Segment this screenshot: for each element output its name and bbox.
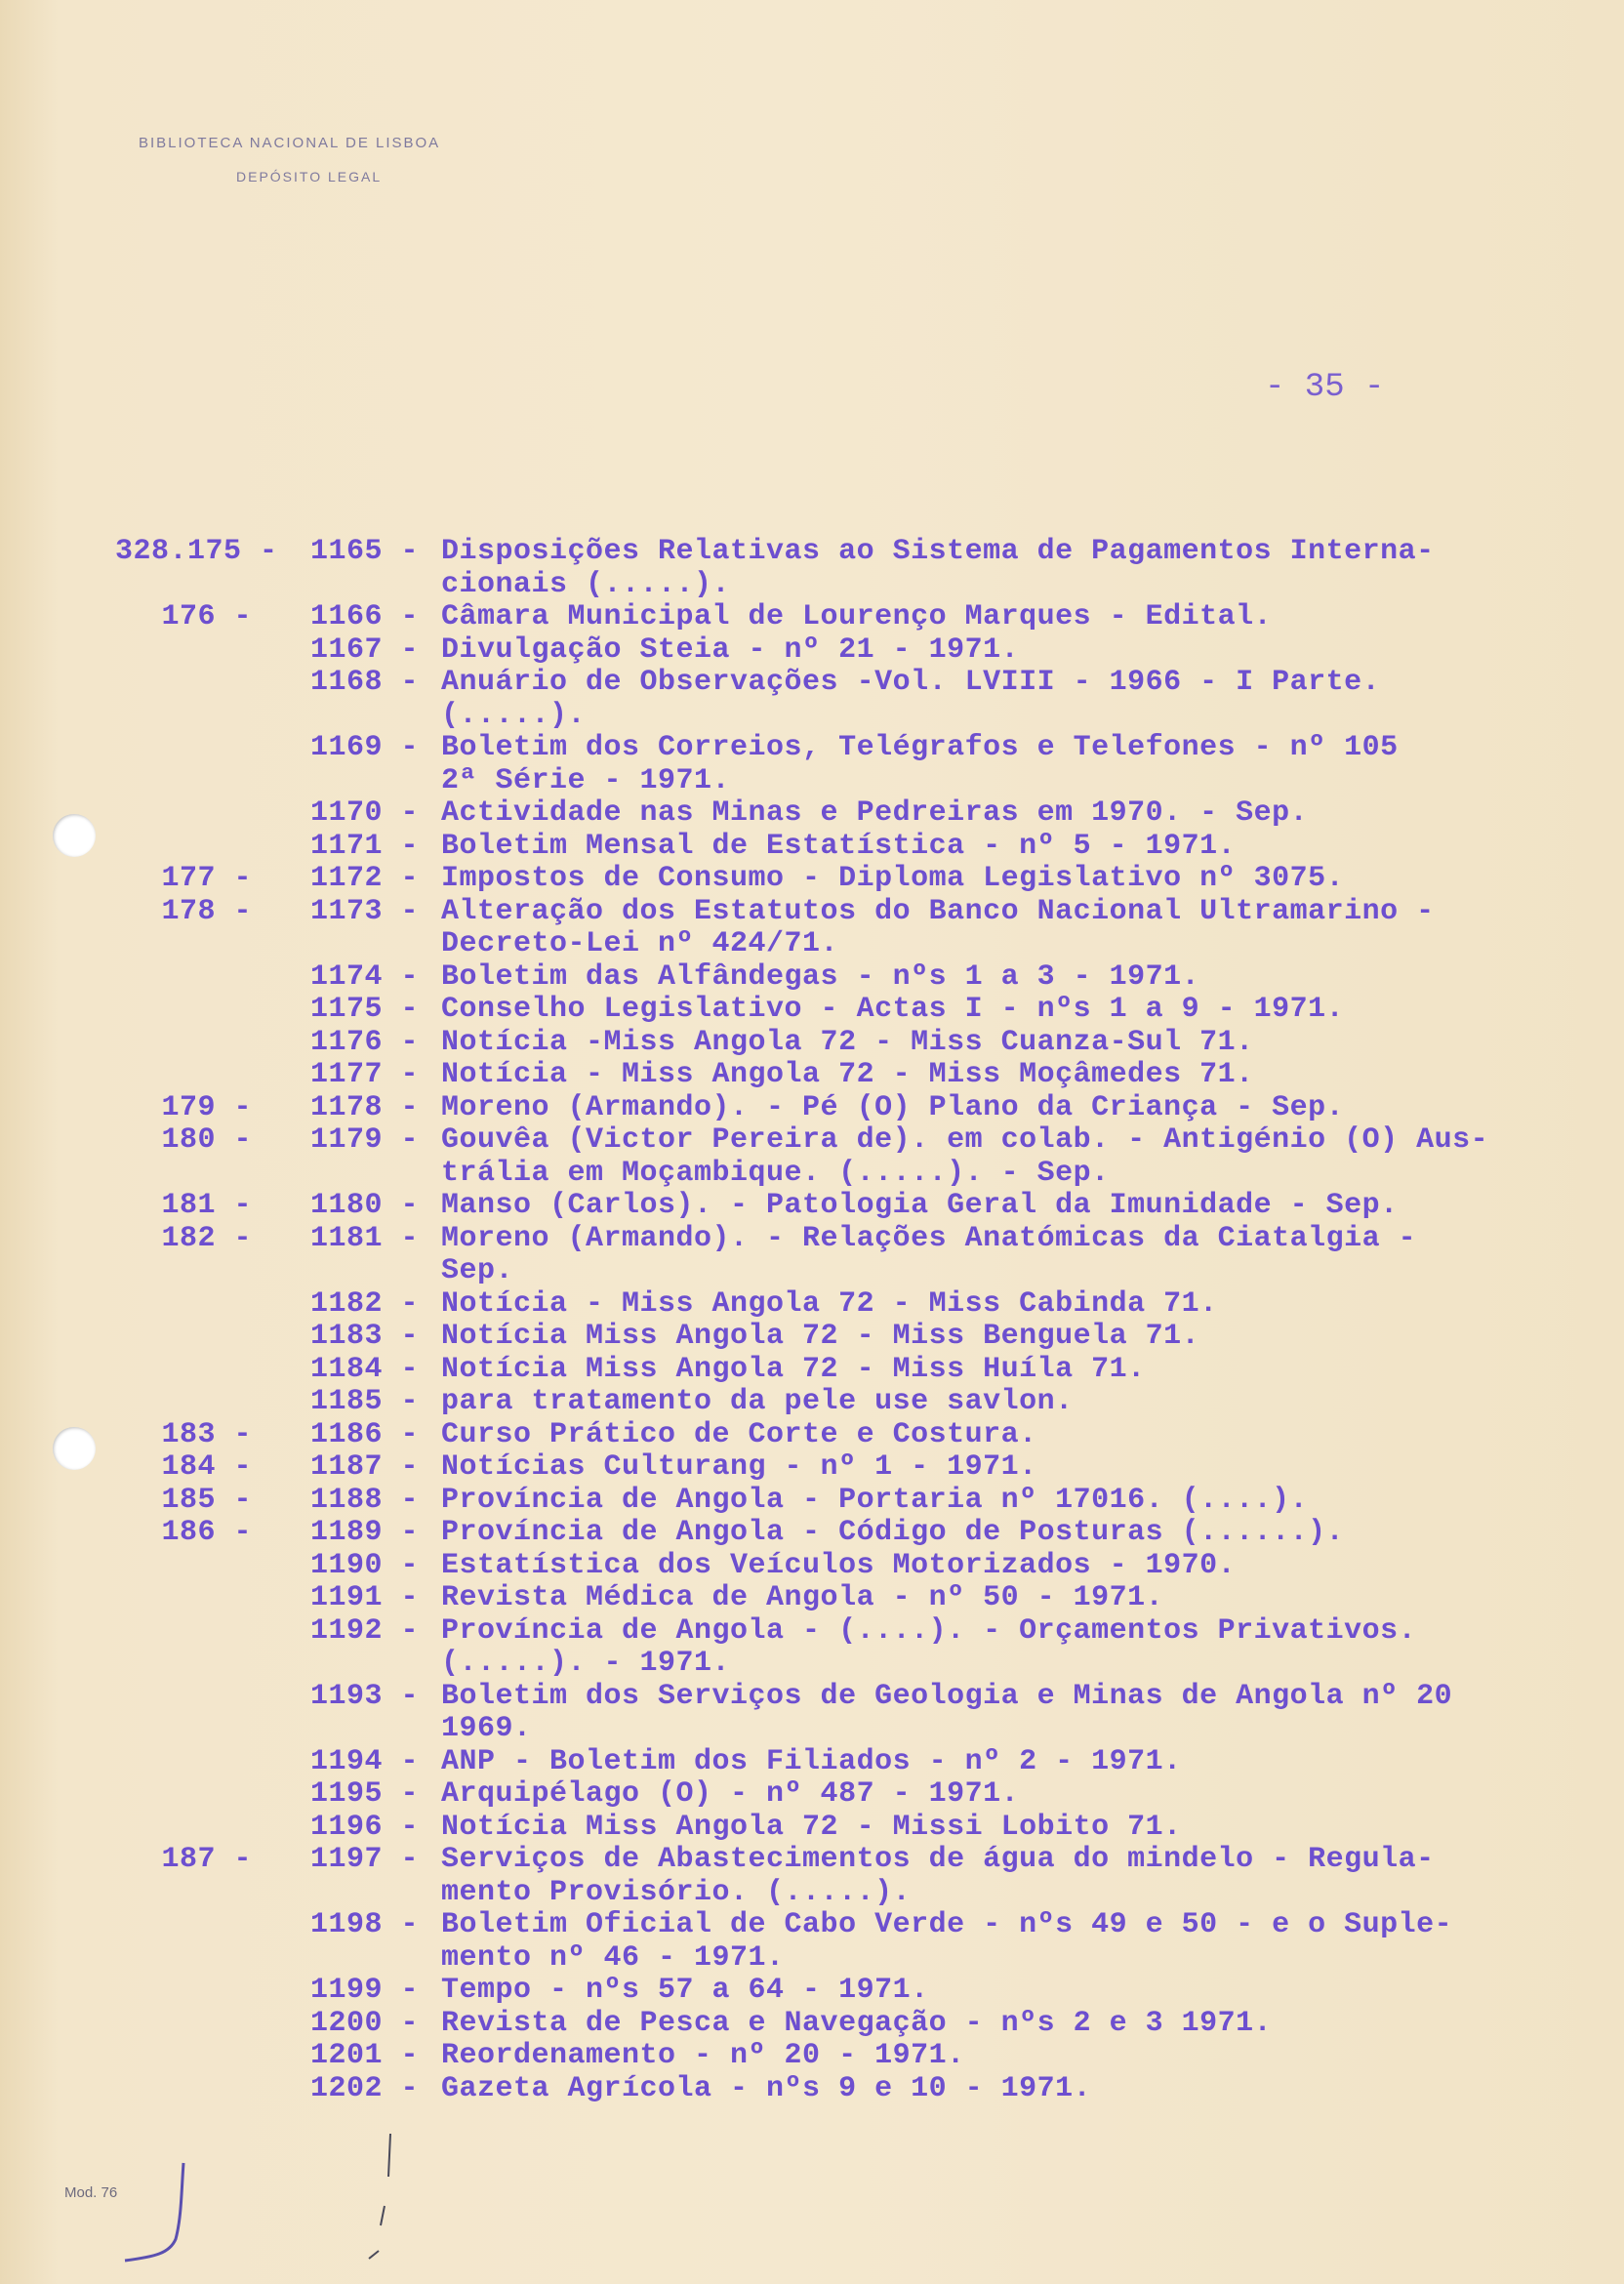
punch-hole — [53, 814, 96, 857]
entry-title: Província de Angola - Código de Posturas (......). — [441, 1516, 1345, 1549]
classification-number: 182 - — [161, 1221, 252, 1255]
entry-row — [0, 1647, 1624, 1680]
entry-row — [0, 927, 1624, 960]
entry-number: 1168 - — [310, 666, 420, 699]
classification-number: 176 - — [161, 600, 252, 633]
punch-hole — [53, 1427, 96, 1470]
entry-row — [0, 796, 1624, 830]
letterhead — [139, 135, 440, 184]
entry-number: 1174 - — [310, 959, 420, 994]
entry-title: mento nº 46 - 1971. — [441, 1940, 785, 1975]
entry-number: 1179 - — [310, 1123, 420, 1157]
entry-row — [0, 600, 1624, 633]
entry-number: 1190 - — [310, 1548, 420, 1582]
entry-row — [0, 535, 1624, 568]
entry-row — [0, 830, 1624, 863]
entry-number: 1178 - — [310, 1090, 420, 1124]
entry-title: Estatística dos Veículos Motorizados - 1970. — [441, 1548, 1237, 1582]
entry-title: Decreto-Lei nº 424/71. — [441, 927, 839, 960]
entry-number: 1182 - — [310, 1286, 420, 1321]
entry-title: mento Provisório. (.....). — [441, 1875, 912, 1909]
entry-row — [0, 1287, 1624, 1321]
entry-title: Arquipélago (O) - nº 487 - 1971. — [441, 1777, 1020, 1811]
entry-title: Alteração dos Estatutos do Banco Nacional Ultramarino - — [441, 894, 1435, 928]
entry-number: 1186 - — [310, 1417, 420, 1451]
entry-row — [0, 1058, 1624, 1091]
classification-number: 181 - — [161, 1189, 252, 1222]
entry-row — [0, 1549, 1624, 1582]
classification-number: 178 - — [161, 894, 252, 928]
entry-row — [0, 1876, 1624, 1909]
handwritten-mark — [117, 2159, 195, 2266]
entry-title: Anuário de Observações -Vol. LVIII - 1966 - I Parte. — [441, 666, 1381, 699]
entry-title: Boletim das Alfândegas - nºs 1 a 3 - 1971. — [441, 959, 1200, 994]
entry-number: 1197 - — [310, 1843, 420, 1876]
entry-row — [0, 1026, 1624, 1059]
entry-number: 1198 - — [310, 1908, 420, 1941]
entry-number: 1187 - — [310, 1450, 420, 1484]
entry-title: (.....). - 1971. — [441, 1647, 731, 1680]
classification-number: 184 - — [161, 1450, 252, 1484]
entry-title: Boletim dos Serviços de Geologia e Minas de Angola nº 20 — [441, 1679, 1453, 1713]
entry-title: Boletim dos Correios, Telégrafos e Telefones - nº 105 — [441, 731, 1399, 764]
entry-number: 1195 - — [310, 1777, 420, 1811]
entry-row — [0, 1811, 1624, 1844]
entry-number: 1181 - — [310, 1221, 420, 1255]
entry-title: trália em Moçambique. (.....). - Sep. — [441, 1156, 1110, 1190]
entry-title: Moreno (Armando). - Pé (O) Plano da Criança - Sep. — [441, 1090, 1345, 1124]
entry-row — [0, 1254, 1624, 1287]
entry-title: Impostos de Consumo - Diploma Legislativo nº 3075. — [441, 862, 1345, 895]
entry-title: (.....). — [441, 698, 587, 732]
entry-row — [0, 1614, 1624, 1648]
entry-number: 1166 - — [310, 600, 420, 633]
entry-title: Revista de Pesca e Navegação - nºs 2 e 3 1971. — [441, 2006, 1273, 2040]
entry-row — [0, 1091, 1624, 1124]
entry-row — [0, 1450, 1624, 1484]
entry-title: Província de Angola - Portaria nº 17016. (....). — [441, 1483, 1309, 1517]
entry-title: Notícia Miss Angola 72 - Missi Lobito 71. — [441, 1810, 1182, 1844]
classification-number: 180 - — [161, 1123, 252, 1157]
entry-row — [0, 1222, 1624, 1255]
entry-number: 1170 - — [310, 796, 420, 830]
entry-row — [0, 1712, 1624, 1745]
entry-row — [0, 895, 1624, 928]
entry-title: Boletim Oficial de Cabo Verde - nºs 49 e 50 - e o Suple- — [441, 1908, 1453, 1941]
entry-row — [0, 731, 1624, 764]
entry-row — [0, 1353, 1624, 1386]
entry-row — [0, 993, 1624, 1026]
entry-row — [0, 1123, 1624, 1157]
entry-row — [0, 699, 1624, 732]
entry-row — [0, 1745, 1624, 1778]
entry-title: para tratamento da pele use savlon. — [441, 1385, 1074, 1418]
pencil-mark — [361, 2128, 400, 2274]
letterhead-department: DEPÓSITO LEGAL — [236, 169, 383, 184]
entry-title: Conselho Legislativo - Actas I - nºs 1 a 9 - 1971. — [441, 993, 1345, 1026]
classification-number: 186 - — [161, 1516, 252, 1549]
entry-number: 1194 - — [310, 1744, 420, 1778]
entry-title: Gouvêa (Victor Pereira de). em colab. - Antigénio (O) Aus- — [441, 1123, 1489, 1157]
entry-number: 1165 - — [310, 535, 420, 568]
entry-row — [0, 1418, 1624, 1451]
entry-title: Serviços de Abastecimentos de água do mindelo - Regula- — [441, 1843, 1435, 1876]
entry-row — [0, 1581, 1624, 1614]
entry-title: Divulgação Steia - nº 21 - 1971. — [441, 632, 1020, 667]
entry-row — [0, 633, 1624, 667]
entry-title: Revista Médica de Angola - nº 50 - 1971. — [441, 1581, 1164, 1614]
entry-title: Notícia - Miss Angola 72 - Miss Moçâmedes 71. — [441, 1058, 1254, 1091]
entry-number: 1173 - — [310, 894, 420, 928]
entry-title: Curso Prático de Corte e Costura. — [441, 1417, 1037, 1451]
entry-title: Notícias Culturang - nº 1 - 1971. — [441, 1450, 1037, 1484]
entry-number: 1200 - — [310, 2006, 420, 2040]
entry-row — [0, 1484, 1624, 1517]
entry-row — [0, 1843, 1624, 1876]
entry-title: Sep. — [441, 1254, 514, 1287]
classification-number: 179 - — [161, 1090, 252, 1124]
classification-number: 187 - — [161, 1843, 252, 1876]
entry-number: 1202 - — [310, 2071, 420, 2105]
entry-row — [0, 2007, 1624, 2040]
letterhead-institution: BIBLIOTECA NACIONAL DE LISBOA — [139, 135, 441, 151]
entry-title: Notícia Miss Angola 72 - Miss Huíla 71. — [441, 1352, 1146, 1386]
classification-number: 183 - — [161, 1417, 252, 1451]
entry-row — [0, 1385, 1624, 1418]
entry-number: 1201 - — [310, 2039, 420, 2072]
entry-row — [0, 2039, 1624, 2072]
entry-number: 1180 - — [310, 1189, 420, 1222]
entry-title: Boletim Mensal de Estatística - nº 5 - 1971. — [441, 829, 1237, 863]
entry-number: 1171 - — [310, 829, 420, 863]
entry-number: 1185 - — [310, 1385, 420, 1418]
classification-number: 185 - — [161, 1483, 252, 1517]
entry-number: 1175 - — [310, 993, 420, 1026]
entry-title: ANP - Boletim dos Filiados - nº 2 - 1971. — [441, 1744, 1182, 1778]
entry-title: Câmara Municipal de Lourenço Marques - Edital. — [441, 600, 1273, 633]
entry-row — [0, 666, 1624, 699]
entry-title: Notícia - Miss Angola 72 - Miss Cabinda 71. — [441, 1286, 1218, 1321]
entry-title: Tempo - nºs 57 a 64 - 1971. — [441, 1974, 929, 2007]
entry-row — [0, 1777, 1624, 1811]
entry-row — [0, 1189, 1624, 1222]
entry-row — [0, 1974, 1624, 2007]
page-number: - 35 - — [1265, 369, 1385, 406]
entry-row — [0, 1157, 1624, 1190]
entry-row — [0, 2072, 1624, 2105]
entry-number: 1184 - — [310, 1352, 420, 1386]
entry-title: Província de Angola - (....). - Orçamentos Privativos. — [441, 1613, 1417, 1648]
entry-number: 1199 - — [310, 1974, 420, 2007]
entry-number: 1189 - — [310, 1516, 420, 1549]
entry-row — [0, 1516, 1624, 1549]
entry-title: Actividade nas Minas e Pedreiras em 1970. - Sep. — [441, 796, 1309, 830]
entry-number: 1172 - — [310, 862, 420, 895]
entry-row — [0, 1908, 1624, 1941]
entry-title: 1969. — [441, 1712, 532, 1745]
entry-number: 1169 - — [310, 731, 420, 764]
entry-row — [0, 764, 1624, 797]
entry-number: 1167 - — [310, 632, 420, 667]
entry-title: Notícia Miss Angola 72 - Miss Benguela 71. — [441, 1320, 1200, 1353]
entry-title: Gazeta Agrícola - nºs 9 e 10 - 1971. — [441, 2071, 1092, 2105]
entry-number: 1183 - — [310, 1320, 420, 1353]
entry-title: Disposições Relativas ao Sistema de Pagamentos Interna- — [441, 535, 1435, 568]
entry-number: 1196 - — [310, 1810, 420, 1844]
entry-number: 1192 - — [310, 1613, 420, 1648]
entry-number: 1193 - — [310, 1679, 420, 1713]
entry-row — [0, 568, 1624, 601]
entry-list — [0, 535, 1624, 2104]
entry-number: 1176 - — [310, 1025, 420, 1059]
entry-number: 1177 - — [310, 1058, 420, 1091]
entry-title: 2ª Série - 1971. — [441, 763, 731, 797]
classification-number: 328.175 - — [115, 535, 278, 568]
entry-title: Reordenamento - nº 20 - 1971. — [441, 2039, 965, 2072]
entry-row — [0, 1941, 1624, 1975]
entry-row — [0, 1680, 1624, 1713]
entry-title: Manso (Carlos). - Patologia Geral da Imunidade - Sep. — [441, 1189, 1399, 1222]
entry-title: cionais (.....). — [441, 567, 731, 601]
entry-row — [0, 960, 1624, 994]
entry-title: Moreno (Armando). - Relações Anatómicas da Ciatalgia - — [441, 1221, 1417, 1255]
entry-row — [0, 862, 1624, 895]
entry-row — [0, 1320, 1624, 1353]
entry-number: 1191 - — [310, 1581, 420, 1614]
entry-number: 1188 - — [310, 1483, 420, 1517]
form-number: Mod. 76 — [64, 2184, 118, 2201]
classification-number: 177 - — [161, 862, 252, 895]
entry-title: Notícia -Miss Angola 72 - Miss Cuanza-Sul 71. — [441, 1025, 1254, 1059]
